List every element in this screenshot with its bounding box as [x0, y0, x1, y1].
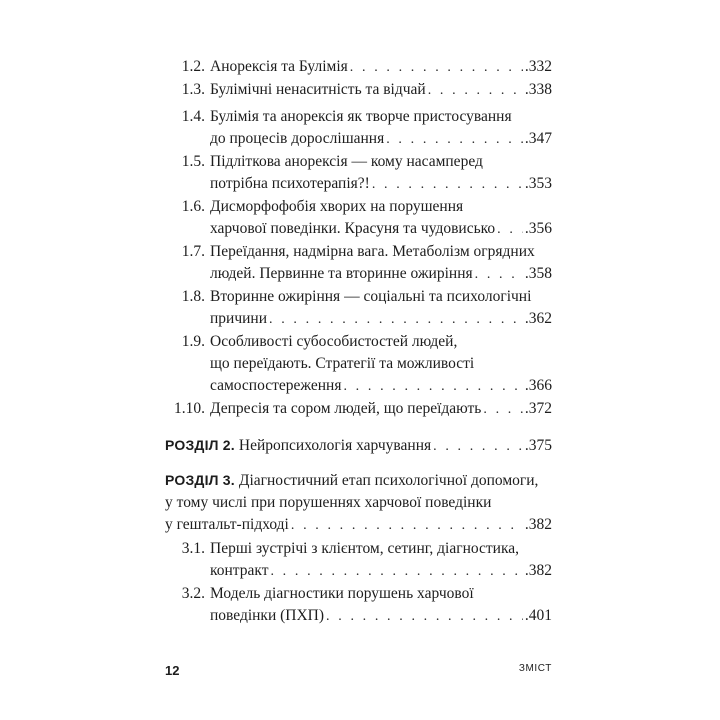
page-ref: .372 [524, 400, 552, 417]
section-number: 1.6. [181, 198, 205, 215]
toc-entry [181, 583, 552, 628]
entry-title: харчової поведінки. Красуня та чудовисько [210, 220, 496, 237]
entry-title: самоспостереження [210, 377, 342, 394]
section-number: 3.2. [181, 585, 205, 602]
entry-title-line: Вторинне ожиріння — соціальні та психологічні [210, 288, 532, 305]
entry-title-line: Переїдання, надмірна вага. Метаболізм огрядних [210, 243, 535, 260]
entry-last-line [165, 514, 552, 537]
chapter-number: РОЗДІЛ 2. [165, 437, 235, 453]
toc-entry [181, 286, 552, 331]
entry-title-line: у тому числі при порушеннях харчової поведінки [165, 494, 492, 511]
entry-title: Діагностичний етап психологічної допомоги, [238, 472, 539, 489]
entry-title: потрібна психотерапія?! [210, 175, 370, 192]
page-number: 12 [165, 663, 180, 678]
entry-title: у гештальт-підході [165, 516, 289, 533]
page-ref: .358 [524, 265, 552, 282]
toc-entry [181, 56, 552, 79]
toc-entry [181, 106, 552, 151]
page-ref: .353 [524, 175, 552, 192]
toc-entry [181, 151, 552, 196]
entry-title-line: Перші зустрічі з клієнтом, сетинг, діагностика, [210, 540, 519, 557]
section-number: 1.2. [181, 58, 205, 75]
page-ref: .375 [524, 437, 552, 454]
entry-last-line [210, 308, 552, 331]
entry-last-line [210, 173, 552, 196]
entry-title: до процесів дорослішання [210, 130, 385, 147]
entry-title-line [165, 469, 552, 492]
page-ref: .356 [524, 220, 552, 237]
section-number: 1.5. [181, 153, 205, 170]
entry-last-line [210, 398, 552, 421]
entry-last-line [210, 128, 552, 151]
dot-leader [326, 606, 523, 628]
dot-leader [433, 436, 523, 458]
section-number: 1.7. [181, 243, 205, 260]
entry-last-line [210, 218, 552, 241]
entry-last-line [210, 79, 552, 102]
entry-title: причини [210, 310, 268, 327]
dot-leader [343, 376, 522, 398]
entry-title-line: що переїдають. Стратегії та можливості [210, 355, 475, 372]
entry-title: Анорексія та Булімія [210, 58, 348, 75]
entry-title-line: Особливості субособистостей людей, [210, 333, 458, 350]
entry-last-line [210, 605, 552, 628]
entry-title: людей. Первинне та вторинне ожиріння [210, 265, 473, 282]
toc-entry [181, 79, 552, 102]
entry-last-line [165, 434, 552, 458]
page-ref: .401 [524, 607, 552, 624]
page-ref: .366 [524, 377, 552, 394]
page-ref: .332 [524, 58, 552, 75]
page-ref: .347 [524, 130, 552, 147]
dot-leader [350, 57, 523, 79]
toc-chapter-entry [165, 434, 552, 458]
section-number: 3.1. [181, 540, 205, 557]
toc-entry [181, 331, 552, 398]
toc-entry [181, 196, 552, 241]
page-ref: .362 [524, 310, 552, 327]
dot-leader [291, 515, 523, 537]
chapter-number: РОЗДІЛ 3. [165, 472, 235, 488]
page-ref: .382 [524, 516, 552, 533]
dot-leader [269, 309, 523, 331]
running-head: ЗМІСТ [518, 663, 552, 674]
dot-leader [483, 399, 523, 421]
section-number: 1.9. [181, 333, 205, 350]
section-number: 1.8. [181, 288, 205, 305]
entry-title: Нейропсихологія харчування [238, 437, 432, 454]
dot-leader [270, 561, 522, 583]
entry-title-line: Булімія та анорексія як творче пристосування [210, 108, 512, 125]
entry-last-line [210, 56, 552, 79]
toc-entry [181, 538, 552, 583]
dot-leader [428, 80, 523, 102]
toc-entry [181, 241, 552, 286]
page-ref: .338 [524, 81, 552, 98]
dot-leader [372, 174, 523, 196]
entry-last-line [210, 560, 552, 583]
section-number: 1.10. [174, 400, 205, 417]
entry-last-line [210, 375, 552, 398]
entry-title: Булімічні ненаситність та відчай [210, 81, 426, 98]
dot-leader [497, 219, 523, 241]
entry-title: Депресія та сором людей, що переїдають [210, 400, 482, 417]
entry-last-line [210, 263, 552, 286]
entry-title-line: Модель діагностики порушень харчової [210, 585, 474, 602]
section-number: 1.4. [181, 108, 205, 125]
toc-entry [174, 398, 552, 421]
entry-title: контракт [210, 562, 269, 579]
dot-leader [475, 264, 523, 286]
page-ref: .382 [524, 562, 552, 579]
entry-title: поведінки (ПХП) [210, 607, 325, 624]
toc-chapter-entry [165, 469, 552, 537]
section-number: 1.3. [181, 81, 205, 98]
entry-title-line: Підліткова анорексія — кому насамперед [210, 153, 483, 170]
entry-title-line: Дисморфофобія хворих на порушення [210, 198, 464, 215]
dot-leader [386, 129, 523, 151]
